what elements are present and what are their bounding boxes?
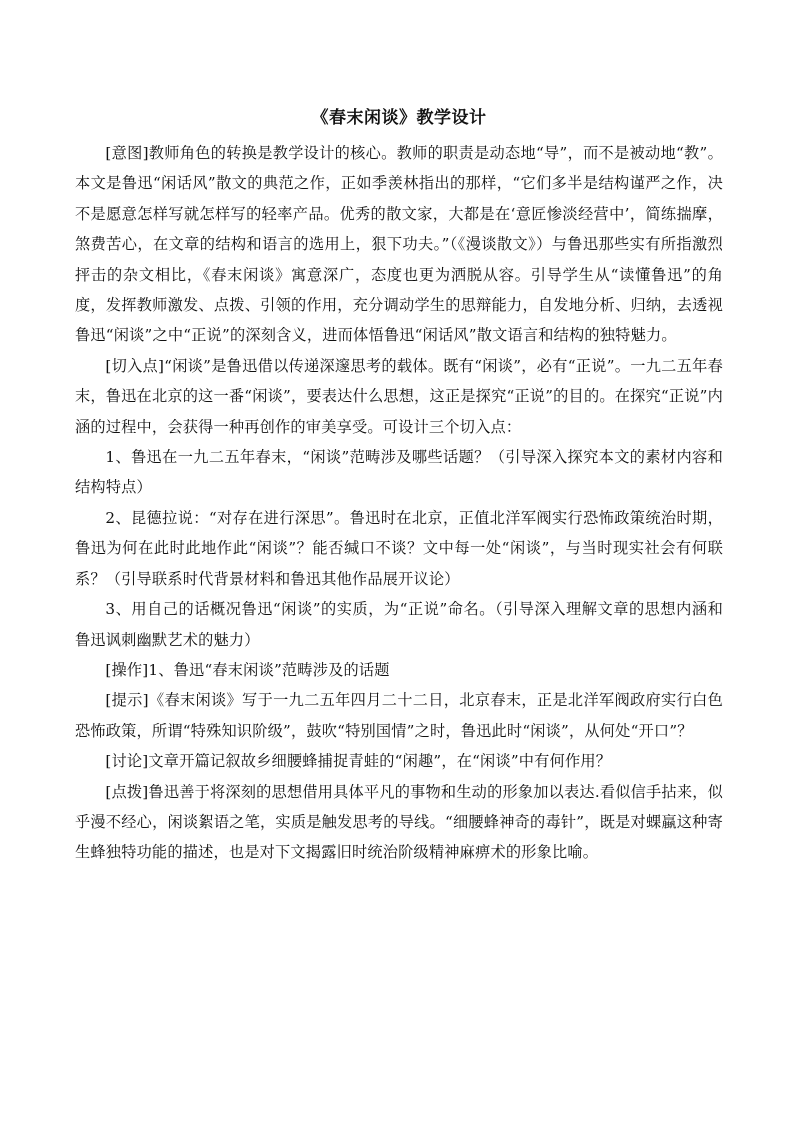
paragraph-guidance: [点拨]鲁迅善于将深刻的思想借用具体平凡的事物和生动的形象加以表达.看似信手拈来，似乎漫不经心，闲谈絮语之笔，实质是触发思考的导线。“细腰蜂神奇的毒针”，既是对蜾蠃这种寄生蜂独特功能的描述，也是对下文揭露旧时统治阶级精神麻痹术的形象比喻。 <box>75 782 723 862</box>
paragraph-entry-1: 1、鲁迅在一九二五年春末，“闲谈”范畴涉及哪些话题？（引导深入探究本文的素材内容和结构特点） <box>75 448 723 497</box>
document-title: 《春末闲谈》教学设计 <box>311 108 487 128</box>
paragraph-entry-3: 3、用自己的话概况鲁迅“闲谈”的实质，为“正说”命名。（引导深入理解文章的思想内涵和鲁迅讽刺幽默艺术的魅力） <box>75 600 723 649</box>
paragraph-intent: [意图]教师角色的转换是教学设计的核心。教师的职责是动态地“导”，而不是被动地“教”。本文是鲁迅“闲话风”散文的典范之作，正如季羡林指出的那样，“它们多半是结构谨严之作，决不是愿意怎样写就怎样写的轻率产品。优秀的散文家，大都是在‘意匠惨淡经营中’，简练揣摩，煞费苦心，在文章的结构和语言的选用上，狠下功夫。”（《漫谈散文》）与鲁迅那些实有所指激烈抨击的杂文相比，《春末闲谈》寓意深广，态度也更为洒脱从容。引导学生从“读懂鲁迅”的角度，发挥教师激发、点拨、引领的作用，充分调动学生的思辩能力，自发地分析、归纳，去透视鲁迅“闲谈”之中“正说”的深刻含义，进而体悟鲁迅“闲话风”散文语言和结构的独特魅力。 <box>75 144 723 345</box>
paragraph-discussion: [讨论]文章开篇记叙故乡细腰蜂捕捉青蛙的“闲趣”，在“闲谈”中有何作用？ <box>105 752 612 771</box>
paragraph-entry-point: [切入点]“闲谈”是鲁迅借以传递深邃思考的载体。既有“闲谈”，必有“正说”。一九二五年春末，鲁迅在北京的这一番“闲谈”，要表达什么思想，这正是探究“正说”的目的。在探究“正说”内涵的过程中，会获得一种再创作的审美享受。可设计三个切入点： <box>75 356 723 436</box>
paragraph-entry-2: 2、昆德拉说：“对存在进行深思”。鲁迅时在北京，正值北洋军阀实行恐怖政策统治时期，鲁迅为何在此时此地作此“闲谈”？能否缄口不谈？文中每一处“闲谈”，与当时现实社会有何联系？（引导联系时代背景材料和鲁迅其他作品展开议论） <box>75 508 723 588</box>
paragraph-hint: [提示]《春末闲谈》写于一九二五年四月二十二日，北京春末，正是北洋军阀政府实行白色恐怖政策，所谓“特殊知识阶级”，鼓吹“特别国情”之时，鲁迅此时“闲谈”，从何处“开口”？ <box>75 691 723 740</box>
document-page <box>75 104 723 868</box>
paragraph-operation: [操作]1、鲁迅“春末闲谈”范畴涉及的话题 <box>105 660 390 679</box>
